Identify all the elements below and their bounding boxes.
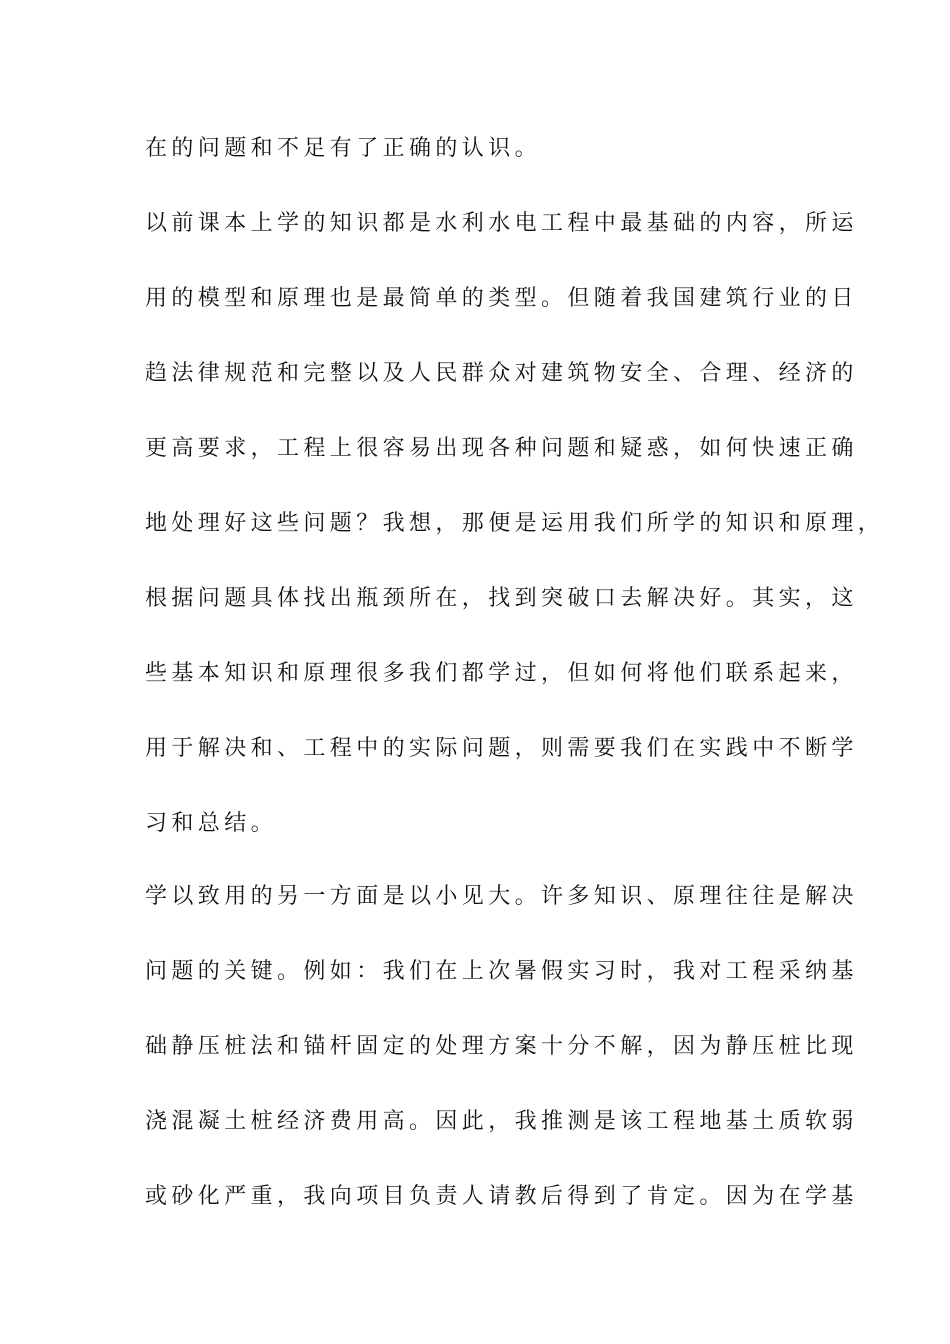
text-line: 些基本知识和原理很多我们都学过，但如何将他们联系起来， <box>145 661 858 686</box>
text-line: 习和总结。 <box>145 811 278 836</box>
text-line: 在的问题和不足有了正确的认识。 <box>145 136 542 161</box>
text-line: 根据问题具体找出瓶颈所在，找到突破口去解决好。其实，这 <box>145 586 858 611</box>
text-line: 更高要求，工程上很容易出现各种问题和疑惑，如何快速正确 <box>145 436 858 461</box>
text-line: 地处理好这些问题？我想，那便是运用我们所学的知识和原理， <box>145 511 885 536</box>
text-line: 以前课本上学的知识都是水利水电工程中最基础的内容，所运 <box>145 211 858 236</box>
text-line: 础静压桩法和锚杆固定的处理方案十分不解，因为静压桩比现 <box>145 1034 858 1059</box>
text-line: 浇混凝土桩经济费用高。因此，我推测是该工程地基土质软弱 <box>145 1109 858 1134</box>
text-line: 用的模型和原理也是最简单的类型。但随着我国建筑行业的日 <box>145 286 858 311</box>
text-line: 趋法律规范和完整以及人民群众对建筑物安全、合理、经济的 <box>145 361 858 386</box>
text-line: 用于解决和、工程中的实际问题，则需要我们在实践中不断学 <box>145 736 858 761</box>
text-line: 学以致用的另一方面是以小见大。许多知识、原理往往是解决 <box>145 884 858 909</box>
text-line: 或砂化严重，我向项目负责人请教后得到了肯定。因为在学基 <box>145 1184 858 1209</box>
text-line: 问题的关键。例如：我们在上次暑假实习时，我对工程采纳基 <box>145 959 858 984</box>
